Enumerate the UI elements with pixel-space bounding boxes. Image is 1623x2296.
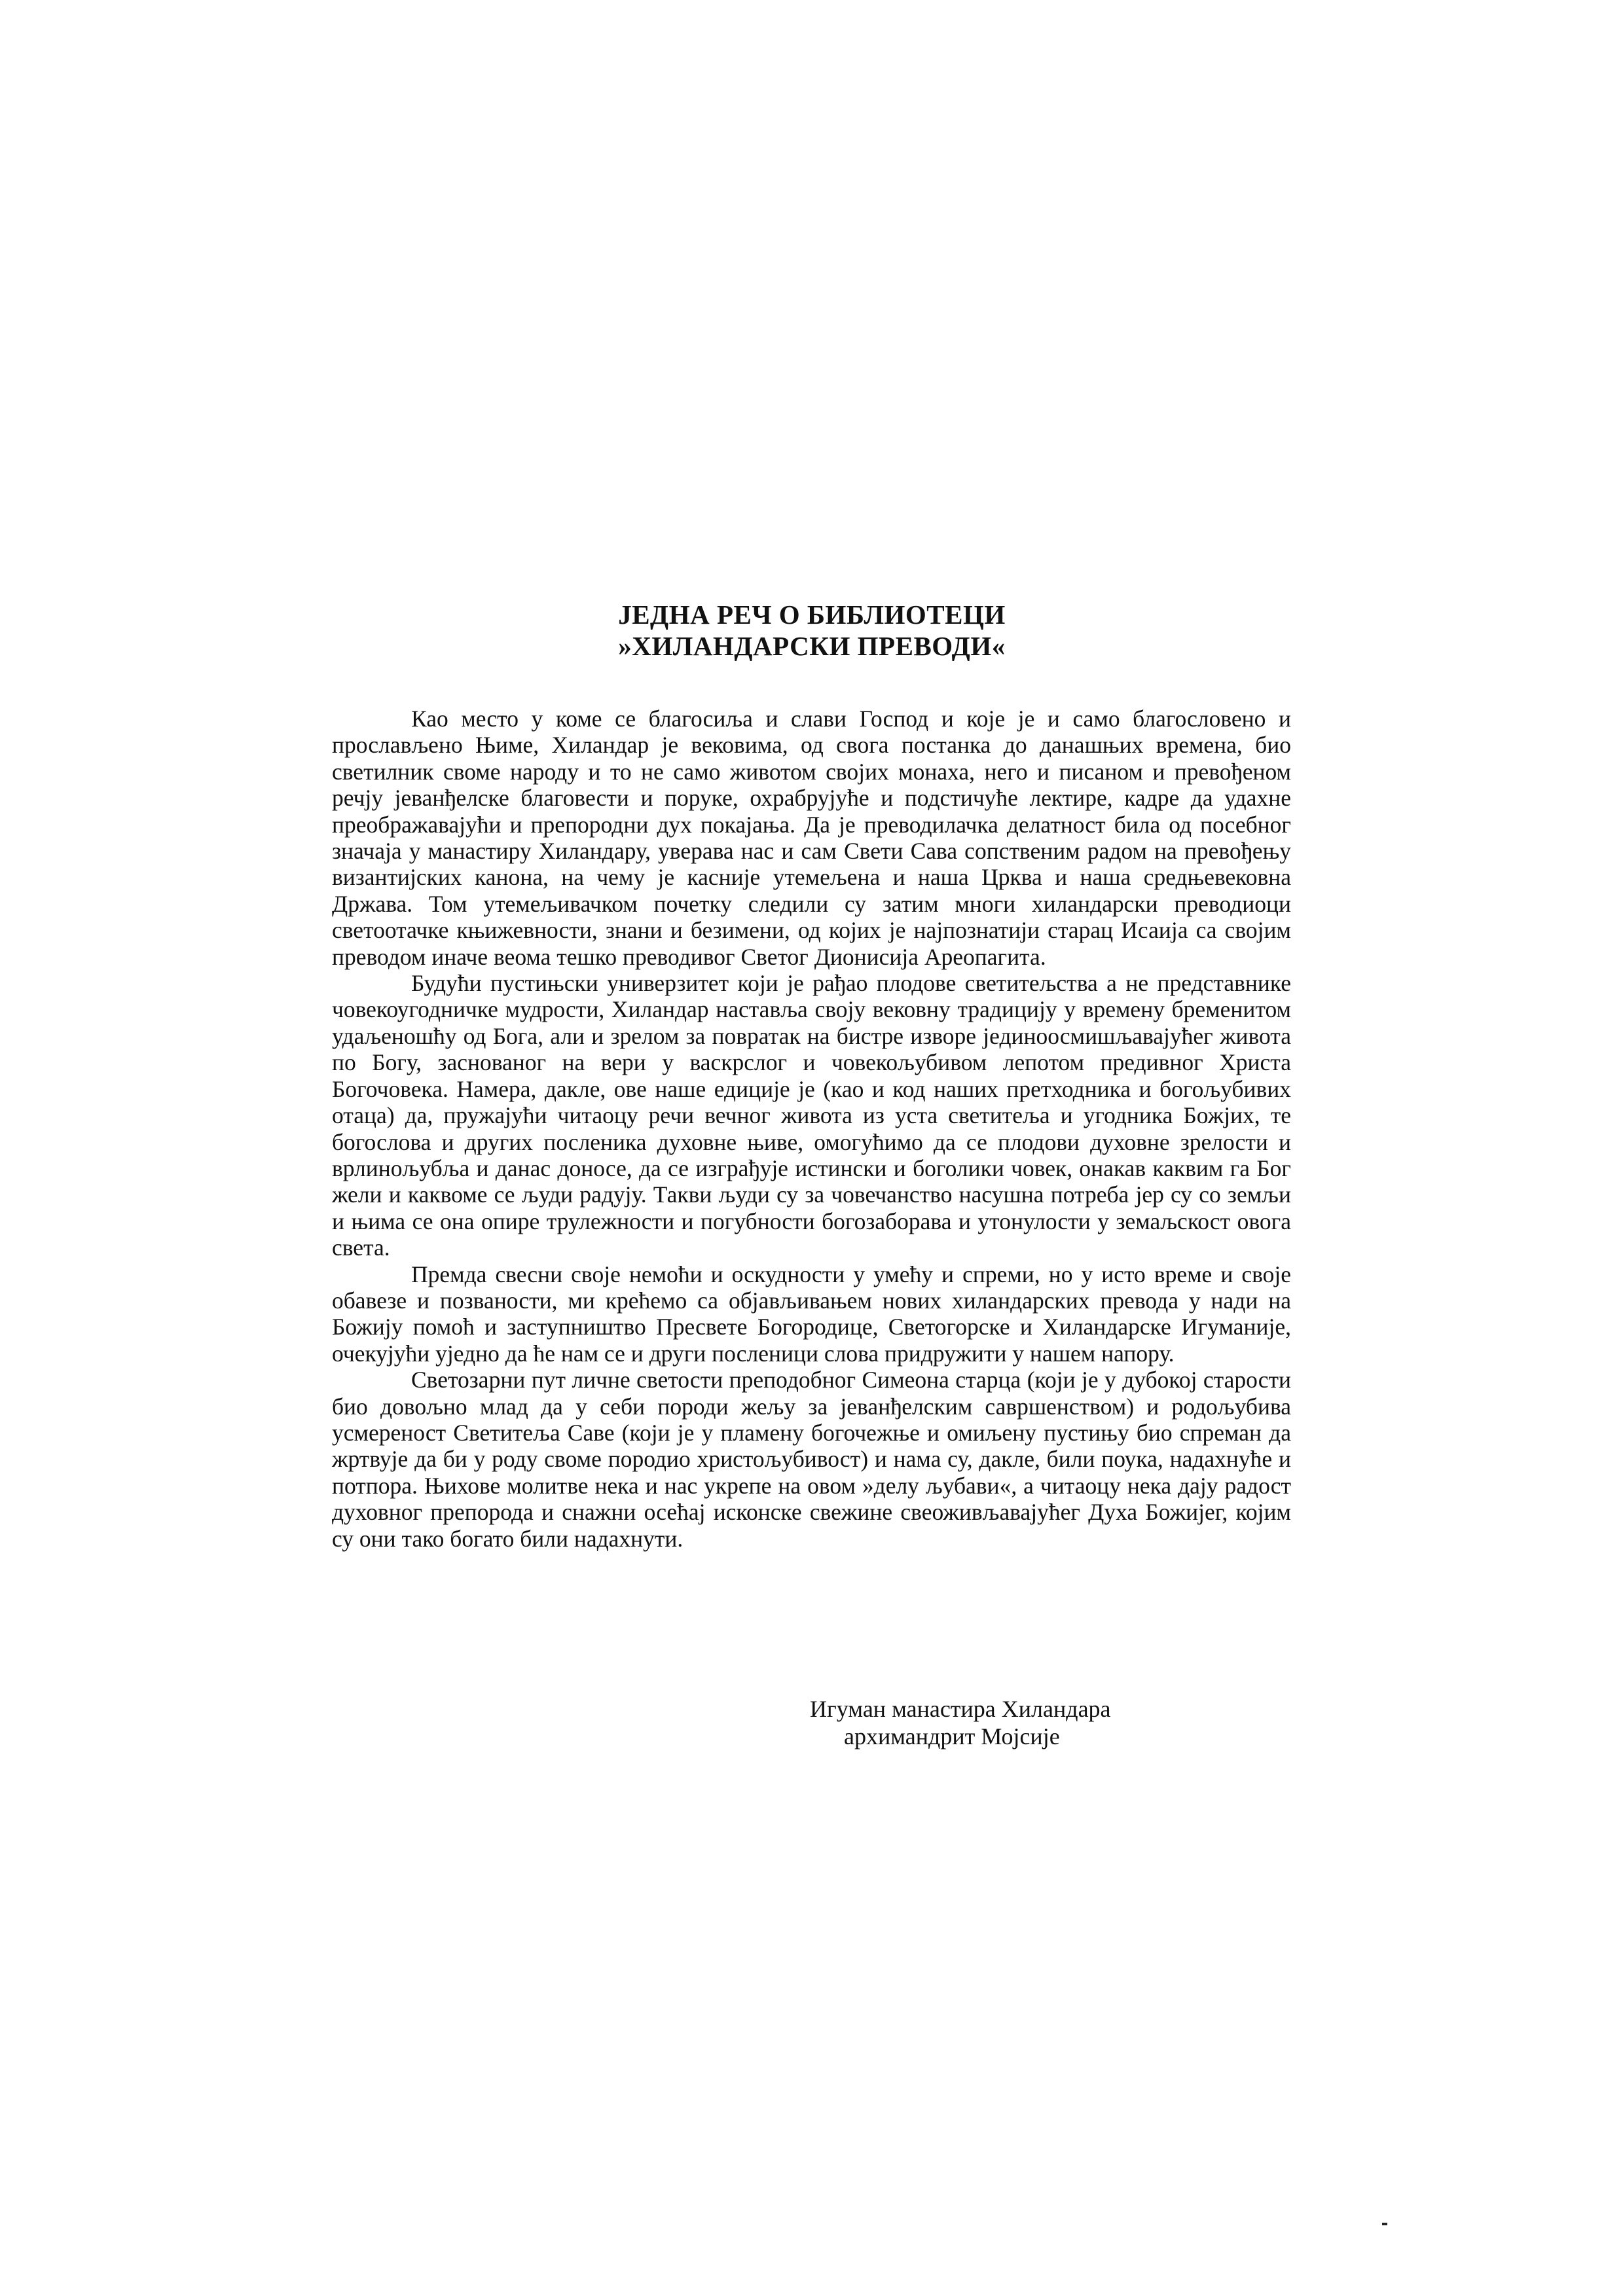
signature-title: Игуман манастира Хиландара	[810, 1696, 1111, 1722]
signature-block	[810, 1695, 1111, 1750]
page-mark	[1382, 2223, 1387, 2225]
paragraph-3: Премда свесни своје немоћи и оскудности у умећу и спреми, но у исто време и своје обавезе и позваности, ми крећемо са објављивањем нових хиландарских превода у нади на Божију помоћ и заступништво Пресвете Богородице, Светогорске и Хиландарске Игуманије, очекујући уједно да ће нам се и други посленици слова придружити у нашем напору.	[332, 1261, 1291, 1367]
paragraph-2: Будући пустињски универзитет који је рађао плодове светитељства а не представнике човекоугодничке мудрости, Хиландар наставља своју вековну традицију у времену бременитом удаљеношћу од Бога, али и зрелом за повратак на бистре изворе јединоосмишљавајућег живота по Богу, заснованог на вери у васкрслог и човекољубивом лепотом предивног Христа Богочовека. Намера, дакле, ове наше едиције је (као и код наших претходника и богољубивих отаца) да, пружајући читаоцу речи вечног живота из уста светитеља и угодника Божјих, те богослова и других посленика духовне њиве, омогућимо да се плодови духовне зрелости и врлинољубља и данас доносе, да се изграђује истински и боголики човек, онакав каквим га Бог жели и каквоме се људи радују. Такви људи су за човечанство насушна потреба јер су со земљи и њима се она опире трулежности и погубности богозаборава и утонулости у земаљскост овога света.	[332, 970, 1291, 1261]
paragraph-4: Светозарни пут личне светости преподобног Симеона старца (који је у дубокој старости био довољно млад да у себи породи жељу за јеванђелским савршенством) и родољубива усмереност Светитеља Саве (који је у пламену богочежње и омиљену пустињу био спреман да жртвује да би у роду своме породио христољубивост) и нама су, дакле, били поука, надахнуће и потпора. Њихове молитве нека и нас укрепе на овом »делу љубави«, а читаоцу нека дају радост духовног препорода и снажни осећај исконске свежине свеоживљавајућег Духа Божијег, којим су они тако богато били надахнути.	[332, 1367, 1291, 1552]
signature-name: архимандрит Мојсије	[844, 1723, 1060, 1749]
paragraph-1: Као место у коме се благосиља и слави Господ и које је и само благословено и прослављено Њиме, Хиландар је вековима, од свога постанка до данашњих времена, био светилник своме народу и то не само животом својих монаха, него и писаном и превођеном речју јеванђелске благовести и поруке, охрабрујуће и подстичуће лектире, кадре да удахне преображавајући и препородни дух покајања. Да је преводилачка делатност била од посебног значаја у манастиру Хиландару, уверава нас и сам Свети Сава сопственим радом на превођењу византијских канона, на чему је касније утемељена и наша Црква и наша средњевековна Држава. Том утемељивачком почетку следили су затим многи хиландарски преводиоци светоотачке књижевности, знани и безимени, од којих је најпознатији старац Исаија са својим преводом иначе веома тешко преводивог Светог Дионисија Ареопагита.	[332, 706, 1291, 970]
page-title	[340, 599, 1283, 662]
title-line-1: ЈЕДНА РЕЧ О БИБЛИОТЕЦИ	[618, 600, 1006, 630]
body-text	[332, 706, 1291, 1552]
title-line-2: »ХИЛАНДАРСКИ ПРЕВОДИ«	[618, 631, 1006, 661]
